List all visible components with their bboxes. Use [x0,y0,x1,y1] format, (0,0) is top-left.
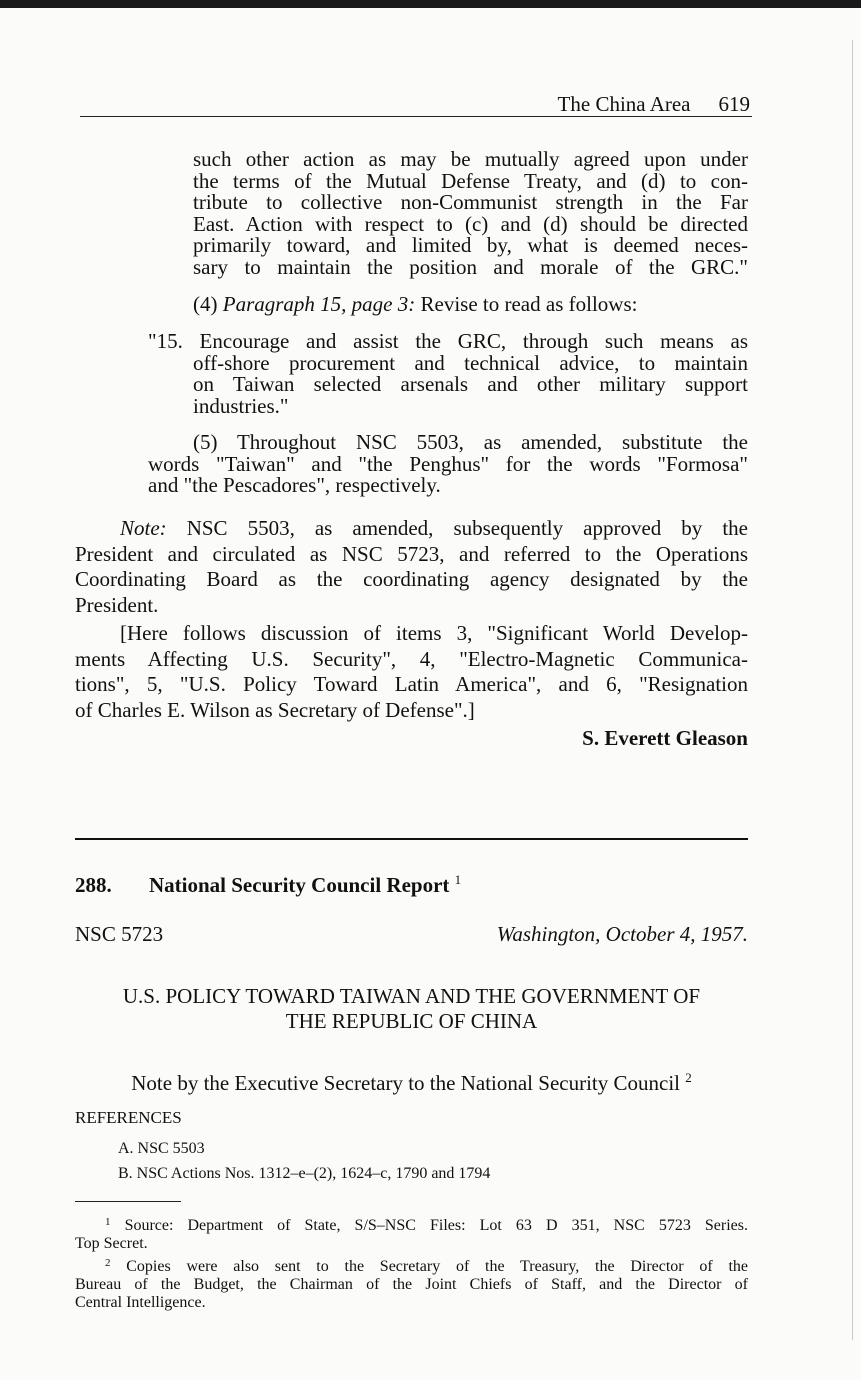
text-line: East. Action with respect to (c) and (d) should be directed [193,211,748,236]
top-edge-bar [0,0,861,8]
policy-title-line: THE REPUBLIC OF CHINA [285,1009,538,1033]
text-line: President. [75,592,159,617]
references-label: REFERENCES [75,1108,182,1127]
text-line: sary to maintain the position and morale of the GRC." [193,254,748,279]
text-line: industries." [193,393,289,418]
header-rule [80,116,752,117]
place-date: Washington, October 4, 1957. [496,922,748,946]
text-line: tribute to collective non-Communist strength in the Far [193,190,748,214]
footnote-text: Central Intelligence. [75,1294,206,1311]
text-line: [Here follows discussion of items 3, "Significant World Develop- [120,621,748,645]
footnote-text: Source: Department of State, S/S–NSC Files: Lot 63 D 351, NSC 5723 Series. [110,1217,748,1234]
text-line: words "Taiwan" and "the Penghus" for the words "Formosa" [148,451,748,476]
paragraph-15-quote [148,331,748,417]
document-heading [75,872,461,898]
reference-item: B. NSC Actions Nos. 1312–e–(2), 1624–c, 1790 and 1794 [118,1165,491,1182]
footnote-2 [75,1254,748,1312]
note-by-text: Note by the Executive Secretary to the National Security Council [131,1071,680,1095]
text-line: President and circulated as NSC 5723, and referred to the Operations [75,541,748,566]
text-line: and "the Pescadores", respectively. [148,473,441,497]
text-line: the terms of the Mutual Defense Treaty, and (d) to con- [193,168,748,193]
running-header [500,92,750,117]
note-paragraph [75,516,748,618]
editorial-note [75,621,748,723]
footnote-text: Top Secret. [75,1235,148,1252]
text-line: ments Affecting U.S. Security", 4, "Electro-Magnetic Communica- [75,646,748,671]
document-number: 288. [75,873,112,897]
paragraph-text: Revise to read as follows: [415,292,638,316]
text-line: Coordinating Board as the coordinating agency designated by the [75,567,748,591]
item-number: (4) [193,292,218,316]
text-line: on Taiwan selected arsenals and other military support [193,372,748,396]
text-line: of Charles E. Wilson as Secretary of Defense".] [75,697,475,722]
text-line: off-shore procurement and technical advice, to maintain [193,350,748,375]
policy-title-line: U.S. POLICY TOWARD TAIWAN AND THE GOVERNMENT OF [122,984,701,1008]
text-line: such other action as may be mutually agreed upon under [193,147,748,171]
footnote-text: Copies were also sent to the Secretary of the Treasury, the Director of the [110,1258,748,1275]
note-label: Note: [120,516,167,540]
paragraph-4 [193,294,753,316]
signature: S. Everett Gleason [582,726,748,750]
paragraph-continuation [193,149,748,278]
section-divider [75,838,748,840]
footnote-ref: 1 [454,872,462,887]
paragraph-reference: Paragraph 15, page 3: [222,292,416,316]
running-title: The China Area [557,92,691,116]
footnote-mark: 1 [105,1216,111,1228]
footnote-ref: 2 [685,1070,692,1085]
paragraph-5 [148,432,748,497]
footnote-text: Bureau of the Budget, the Chairman of the Joint Chiefs of Staff, and the Director of [75,1276,748,1293]
footnote-1 [75,1213,748,1253]
text-line: (5) Throughout NSC 5503, as amended, substitute the [193,430,748,454]
nsc-identifier: NSC 5723 [75,922,164,946]
page-number: 619 [718,92,750,116]
text-line: primarily toward, and limited by, what is deemed neces- [193,233,748,257]
text-line: "15. Encourage and assist the GRC, through such means as [148,329,748,353]
text-line: tions", 5, "U.S. Policy Toward Latin America", and 6, "Resignation [75,672,748,696]
text-line: NSC 5503, as amended, subsequently approved by the [166,516,748,540]
note-by-heading [75,1070,748,1096]
document-title: National Security Council Report [149,873,450,897]
footnote-mark: 2 [105,1257,111,1269]
policy-title [75,984,748,1034]
page-edge-line [852,40,853,1340]
reference-item: A. NSC 5503 [118,1140,205,1157]
footnote-rule [75,1201,181,1202]
